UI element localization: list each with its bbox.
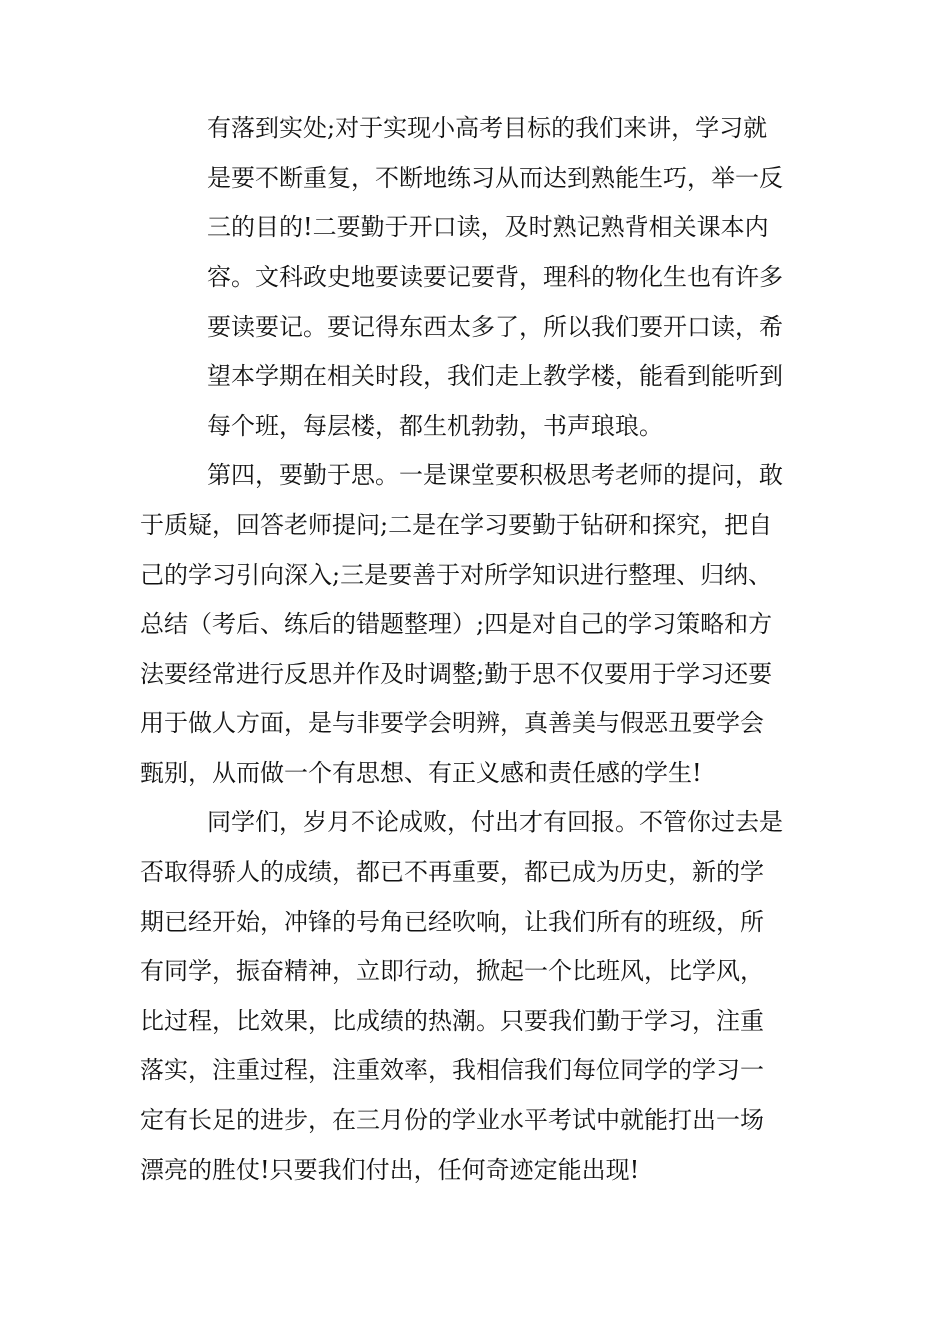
text-line: 漂亮的胜仗!只要我们付出，任何奇迹定能出现!	[140, 1156, 640, 1184]
text-line: 每个班，每层楼，都生机勃勃，书声琅琅。	[207, 412, 663, 440]
text-line: 己的学习引向深入;三是要善于对所学知识进行整理、归纳、	[140, 561, 773, 589]
text-line: 期已经开始，冲锋的号角已经吹响，让我们所有的班级，所	[140, 908, 764, 936]
paragraph-first-line: 第四，要勤于思。一是课堂要积极思考老师的提问，敢	[207, 461, 783, 489]
text-line: 望本学期在相关时段，我们走上教学楼，能看到能听到	[207, 362, 783, 390]
text-line: 于质疑，回答老师提问;二是在学习要勤于钻研和探究，把自	[140, 511, 773, 539]
text-line: 是要不断重复，不断地练习从而达到熟能生巧，举一反	[207, 164, 783, 192]
text-line: 比过程，比效果，比成绩的热潮。只要我们勤于学习，注重	[140, 1007, 764, 1035]
text-line: 落实，注重过程，注重效率，我相信我们每位同学的学习一	[140, 1056, 764, 1084]
text-line: 用于做人方面，是与非要学会明辨，真善美与假恶丑要学会	[140, 709, 764, 737]
text-line: 要读要记。要记得东西太多了，所以我们要开口读，希	[207, 313, 783, 341]
text-line: 定有长足的进步，在三月份的学业水平考试中就能打出一场	[140, 1106, 764, 1134]
text-line: 总结（考后、练后的错题整理）;四是对自己的学习策略和方	[140, 610, 773, 638]
text-line: 甄别，从而做一个有思想、有正义感和责任感的学生!	[140, 759, 702, 787]
text-line: 否取得骄人的成绩，都已不再重要，都已成为历史，新的学	[140, 858, 764, 886]
text-line: 三的目的!二要勤于开口读，及时熟记熟背相关课本内	[207, 213, 769, 241]
paragraph-first-line: 同学们，岁月不论成败，付出才有回报。不管你过去是	[207, 808, 783, 836]
text-line: 法要经常进行反思并作及时调整;勤于思不仅要用于学习还要	[140, 660, 773, 688]
text-line: 容。文科政史地要读要记要背，理科的物化生也有许多	[207, 263, 783, 291]
text-line: 有同学，振奋精神，立即行动，掀起一个比班风，比学风，	[140, 957, 764, 985]
text-line: 有落到实处;对于实现小高考目标的我们来讲，学习就	[207, 114, 768, 142]
